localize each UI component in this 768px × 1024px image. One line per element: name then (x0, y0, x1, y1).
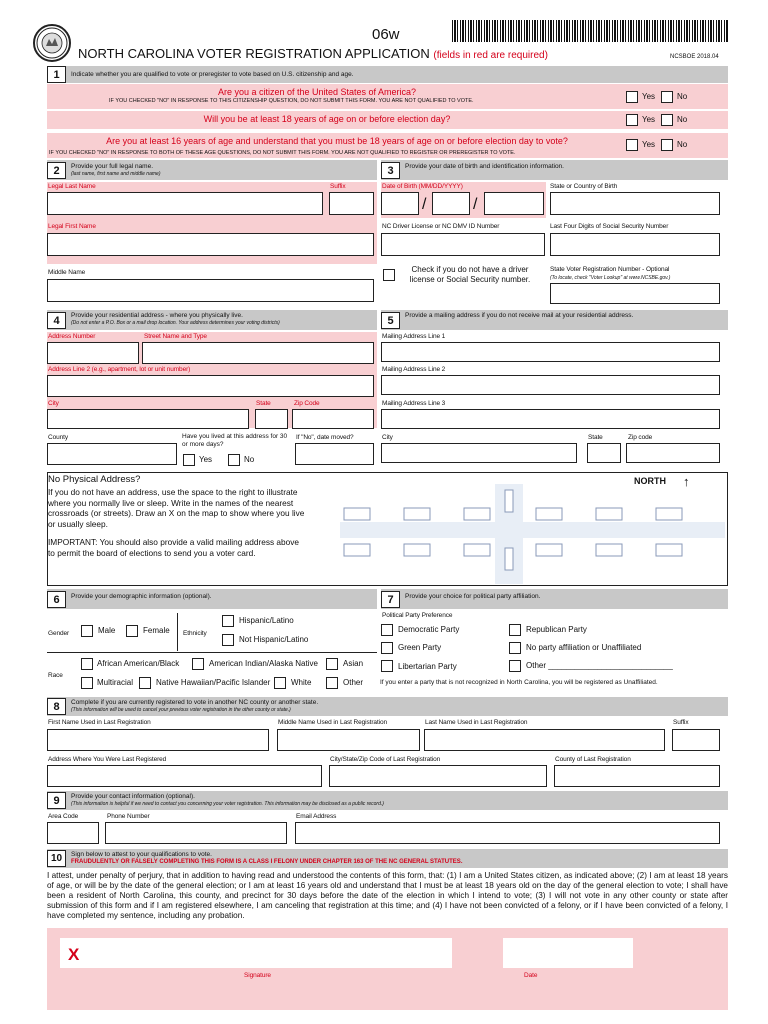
date-input[interactable] (503, 938, 633, 968)
state-label: State (256, 400, 271, 407)
mailing-zip-label: Zip code (628, 434, 653, 441)
section-9-number: 9 (47, 792, 66, 809)
section-3-header (381, 160, 728, 180)
address-line2-label: Address Line 2 (e.g., apartment, lot or unit number) (48, 366, 191, 373)
dob-month-input[interactable] (381, 192, 419, 215)
lived-yes-checkbox[interactable] (183, 454, 195, 466)
legal-first-name-input[interactable] (47, 233, 374, 256)
birth-state-input[interactable] (550, 192, 720, 215)
citizen-answer-area (590, 84, 728, 109)
voter-reg-label: State Voter Registration Number - Optional (550, 266, 670, 273)
party-other-checkbox[interactable] (509, 660, 521, 672)
voter-lookup-note: (To locate, check "Voter Lookup" at www.NCSBE.gov.) (550, 275, 671, 281)
female-label: Female (143, 626, 170, 635)
lived-no-checkbox[interactable] (228, 454, 240, 466)
license-input[interactable] (381, 233, 545, 256)
party-other-label: Other ____________________________ (526, 661, 673, 670)
citizen-no-checkbox[interactable] (661, 91, 673, 103)
prev-county-label: County of Last Registration (555, 756, 631, 763)
ssn-label: Last Four Digits of Social Security Number (550, 223, 669, 230)
section-8-title: Complete if you are currently registered to vote in another NC county or another state. (71, 699, 319, 706)
mailing-city-input[interactable] (381, 443, 577, 463)
section-1-title: Indicate whether you are qualified to vote or preregister to vote based on U.S. citizenship and age. (71, 71, 354, 78)
state-seal-icon (33, 24, 71, 62)
legal-first-name-label: Legal First Name (48, 223, 96, 230)
email-input[interactable] (295, 822, 720, 844)
legal-last-name-input[interactable] (47, 192, 323, 215)
race-other-checkbox[interactable] (326, 677, 338, 689)
birth-state-label: State or Country of Birth (550, 183, 618, 190)
mailing-city-label: City (382, 434, 393, 441)
unaffiliated-label: No party affiliation or Unaffiliated (526, 643, 642, 652)
section-4-number: 4 (47, 312, 66, 329)
street-label: Street Name and Type (144, 333, 207, 340)
mailing-line2-input[interactable] (381, 375, 720, 395)
phone-label: Phone Number (107, 813, 150, 820)
white-label: White (291, 678, 312, 687)
section-3-number: 3 (381, 162, 400, 179)
age16-question: Are you at least 16 years of age and understand that you must be 18 years of age on or before election day to vote? (106, 136, 568, 146)
form-version: NCSBOE 2018.04 (670, 54, 719, 60)
section-5-number: 5 (381, 312, 400, 329)
female-checkbox[interactable] (126, 625, 138, 637)
attestation-text: I attest, under penalty of perjury, that in addition to having read and understood the contents of this form, that: (1) I am a United States citizen, as indicated above; (2) I am at least 18 years of age, or will be by the date of the general election; or I am at least 16 years old and understand that I must be at least 18 years old on the day of the general election to vote; I shall have been a resident of North Carolina, this county, and precinct for 30 days before the date of the election in which I intend to vote; (3) I will not vote in any other county or state after submission of this form and if I am registered elsewhere, I am canceling that registration at this time; and (4) I have not been convicted of a felony, or if I have been convicted of a felony, I have completed my sentence, including any probation. (47, 871, 728, 920)
date-moved-label: If "No", date moved? (296, 434, 354, 441)
not-hispanic-checkbox[interactable] (222, 634, 234, 646)
citizen-yes-checkbox[interactable] (626, 91, 638, 103)
multiracial-label: Multiracial (97, 678, 134, 687)
republican-checkbox[interactable] (509, 624, 521, 636)
section-2-number: 2 (47, 162, 66, 179)
ethnicity-label: Ethnicity (183, 630, 207, 637)
american-indian-label: American Indian/Alaska Native (209, 659, 318, 668)
section-8-subtitle: (This information will be used to cancel your previous voter registration in the other county or state.) (71, 707, 291, 713)
address-number-input[interactable] (47, 342, 139, 364)
pacific-islander-checkbox[interactable] (139, 677, 151, 689)
lived-no-label: No (244, 455, 255, 464)
map-grid (340, 478, 725, 584)
ssn-input[interactable] (550, 233, 720, 256)
address-number-label: Address Number (48, 333, 96, 340)
section-9-header (47, 791, 728, 810)
section-1-header (47, 66, 728, 83)
signature-input[interactable] (60, 938, 452, 968)
page-title (78, 46, 548, 61)
republican-label: Republican Party (526, 625, 587, 634)
suffix-label: Suffix (330, 183, 346, 190)
voter-reg-input[interactable] (550, 283, 720, 304)
unaffiliated-note: If you enter a party that is not recognized in North Carolina, you will be registered as Unaffiliated. (380, 679, 658, 686)
title-text: NORTH CAROLINA VOTER REGISTRATION APPLICATION (78, 46, 430, 61)
suffix-input[interactable] (329, 192, 374, 215)
prev-suffix-label: Suffix (673, 719, 689, 726)
prev-middle-input[interactable] (277, 729, 420, 751)
barcode (452, 20, 728, 42)
email-label: Email Address (296, 813, 337, 820)
county-label: County (48, 434, 68, 441)
mailing-line2-label: Mailing Address Line 2 (382, 366, 446, 373)
section-10-number: 10 (47, 850, 66, 867)
pacific-islander-label: Native Hawaiian/Pacific Islander (156, 678, 271, 687)
section-4-subtitle: (Do not enter a P.O. Box or a mail drop location. Your address determines your voting districts) (71, 320, 280, 326)
section-2-title: Provide your full legal name. (71, 163, 154, 170)
section-6-title: Provide your demographic information (optional). (71, 593, 212, 600)
section-6-header (47, 589, 377, 609)
no-id-checkbox[interactable] (383, 269, 395, 281)
form-code: 06w (372, 26, 400, 43)
mailing-line3-label: Mailing Address Line 3 (382, 400, 446, 407)
hispanic-checkbox[interactable] (222, 615, 234, 627)
lived-yes-label: Yes (199, 455, 213, 464)
no-id-label: Check if you do not have a driver license or Social Security number. (409, 265, 531, 284)
hispanic-label: Hispanic/Latino (239, 616, 294, 625)
citizen-note: IF YOU CHECKED "NO" IN RESPONSE TO THIS CITIZENSHIP QUESTION, DO NOT SUBMIT THIS FORM. YOU ARE NOT QUALIFIED TO VOTE. (109, 98, 474, 104)
section-8-header (47, 697, 728, 716)
area-code-label: Area Code (48, 813, 79, 820)
section-7-header (381, 589, 728, 609)
legal-last-name-label: Legal Last Name (48, 183, 96, 190)
prev-last-input[interactable] (424, 729, 665, 751)
democratic-checkbox[interactable] (381, 624, 393, 636)
mailing-line1-input[interactable] (381, 342, 720, 362)
unaffiliated-checkbox[interactable] (509, 642, 521, 654)
american-indian-checkbox[interactable] (192, 658, 204, 670)
dob-day-input[interactable] (432, 192, 470, 215)
race-divider (47, 652, 377, 653)
section-8-number: 8 (47, 698, 66, 715)
white-checkbox[interactable] (274, 677, 286, 689)
zip-label: Zip Code (294, 400, 320, 407)
county-input[interactable] (47, 443, 177, 465)
citizen-question: Are you a citizen of the United States of America? (217, 87, 417, 97)
no-physical-text: If you do not have an address, use the space to the right to illustrate where you normally live or sleep. Write in the names of the nearest crossroads (or streets). Draw an X on the map to show where you live or usually sleep. (48, 487, 305, 529)
section-2-header (47, 160, 377, 180)
north-label: NORTH (634, 476, 666, 486)
age18-yes-label: Yes (642, 115, 656, 124)
map-drawing-area[interactable] (340, 478, 725, 584)
signature-x-mark: X (68, 945, 80, 964)
dob-slash-2: / (473, 196, 478, 213)
age18-no-checkbox[interactable] (661, 114, 673, 126)
prev-suffix-input[interactable] (672, 729, 720, 751)
age16-no-label: No (677, 140, 688, 149)
north-arrow-icon: ↑ (683, 474, 690, 489)
lived-30-days-label: Have you lived at this address for 30 or more days? (182, 433, 288, 448)
city-input[interactable] (47, 409, 249, 429)
section-5-title: Provide a mailing address if you do not receive mail at your residential address. (405, 312, 634, 319)
not-hispanic-label: Not Hispanic/Latino (239, 635, 309, 644)
prev-county-input[interactable] (554, 765, 720, 787)
prev-city-label: City/State/Zip Code of Last Registration (330, 756, 441, 763)
green-checkbox[interactable] (381, 642, 393, 654)
phone-input[interactable] (105, 822, 287, 844)
license-label: NC Driver License or NC DMV ID Number (382, 223, 500, 230)
mailing-state-input[interactable] (587, 443, 621, 463)
section-1-number: 1 (47, 66, 66, 83)
section-2-subtitle: (last name, first name and middle name) (71, 171, 161, 177)
asian-label: Asian (343, 659, 364, 668)
dob-year-input[interactable] (484, 192, 544, 215)
section-4-title: Provide your residential address - where you physically live. (71, 312, 243, 319)
prev-address-input[interactable] (47, 765, 322, 787)
dob-slash-1: / (422, 196, 427, 213)
age18-question: Will you be at least 18 years of age on or before election day? (203, 114, 451, 124)
address-line2-input[interactable] (47, 375, 374, 397)
prev-last-label: Last Name Used in Last Registration (425, 719, 528, 726)
date-moved-input[interactable] (295, 443, 374, 465)
street-input[interactable] (142, 342, 374, 364)
libertarian-label: Libertarian Party (398, 662, 457, 671)
multiracial-checkbox[interactable] (81, 677, 93, 689)
age18-yes-checkbox[interactable] (626, 114, 638, 126)
felony-warning: FRAUDULENTLY OR FALSELY COMPLETING THIS FORM IS A CLASS I FELONY UNDER CHAPTER 163 OF THE NC GENERAL STATUTES. (71, 859, 463, 865)
party-preference-label: Political Party Preference (382, 612, 453, 619)
area-code-input[interactable] (47, 822, 99, 844)
age16-no-checkbox[interactable] (661, 139, 673, 151)
male-checkbox[interactable] (81, 625, 93, 637)
no-physical-heading: No Physical Address? (48, 474, 141, 485)
section-9-subtitle: (This information is helpful if we need to contact you concerning your voter registration. This information may be disclosed as a public record.) (71, 801, 384, 807)
democratic-label: Democratic Party (398, 625, 460, 634)
section-3-title: Provide your date of birth and identification information. (405, 163, 564, 170)
signature-label: Signature (244, 972, 271, 979)
section-5-header (381, 310, 728, 330)
state-input[interactable] (255, 409, 288, 429)
section-4-header (47, 310, 377, 330)
date-label: Date (524, 972, 538, 979)
race-label: Race (48, 672, 63, 679)
section-6-number: 6 (47, 591, 66, 608)
section-9-title: Provide your contact information (optional). (71, 793, 195, 800)
age18-no-label: No (677, 115, 688, 124)
gender-label: Gender (48, 630, 70, 637)
age16-yes-label: Yes (642, 140, 656, 149)
african-american-label: African American/Black (97, 659, 180, 668)
section-7-number: 7 (381, 591, 400, 608)
gender-divider (177, 613, 178, 651)
libertarian-checkbox[interactable] (381, 660, 393, 672)
african-american-checkbox[interactable] (81, 658, 93, 670)
section-10-title: Sign below to attest to your qualifications to vote. (71, 851, 212, 858)
green-label: Green Party (398, 643, 442, 652)
race-other-label: Other (343, 678, 364, 687)
citizen-yes-label: Yes (642, 92, 656, 101)
citizen-no-label: No (677, 92, 688, 101)
zip-input[interactable] (292, 409, 374, 429)
mailing-state-label: State (588, 434, 603, 441)
middle-name-label: Middle Name (48, 269, 86, 276)
required-note: (fields in red are required) (433, 50, 548, 61)
mailing-line1-label: Mailing Address Line 1 (382, 333, 446, 340)
dob-label: Date of Birth (MM/DD/YYYY) (382, 183, 463, 190)
prev-middle-label: Middle Name Used in Last Registration (278, 719, 388, 726)
age-note: IF YOU CHECKED "NO" IN RESPONSE TO BOTH OF THESE AGE QUESTIONS, DO NOT SUBMIT THIS FORM. YOU ARE NOT QUALIFIED TO REGISTER OR PREREGISTER TO VOTE. (49, 150, 516, 156)
middle-name-input[interactable] (47, 279, 374, 302)
prev-city-input[interactable] (329, 765, 547, 787)
prev-first-input[interactable] (47, 729, 269, 751)
prev-address-label: Address Where You Were Last Registered (48, 756, 167, 763)
asian-checkbox[interactable] (326, 658, 338, 670)
mailing-zip-input[interactable] (626, 443, 720, 463)
city-label: City (48, 400, 59, 407)
age16-yes-checkbox[interactable] (626, 139, 638, 151)
male-label: Male (98, 626, 116, 635)
section-7-title: Provide your choice for political party affiliation. (405, 593, 541, 600)
mailing-line3-input[interactable] (381, 409, 720, 429)
section-10-header (47, 849, 728, 868)
no-physical-important: IMPORTANT: You should also provide a valid mailing address above to permit the board of elections to send you a voter card. (48, 537, 300, 558)
prev-first-label: First Name Used in Last Registration (48, 719, 151, 726)
